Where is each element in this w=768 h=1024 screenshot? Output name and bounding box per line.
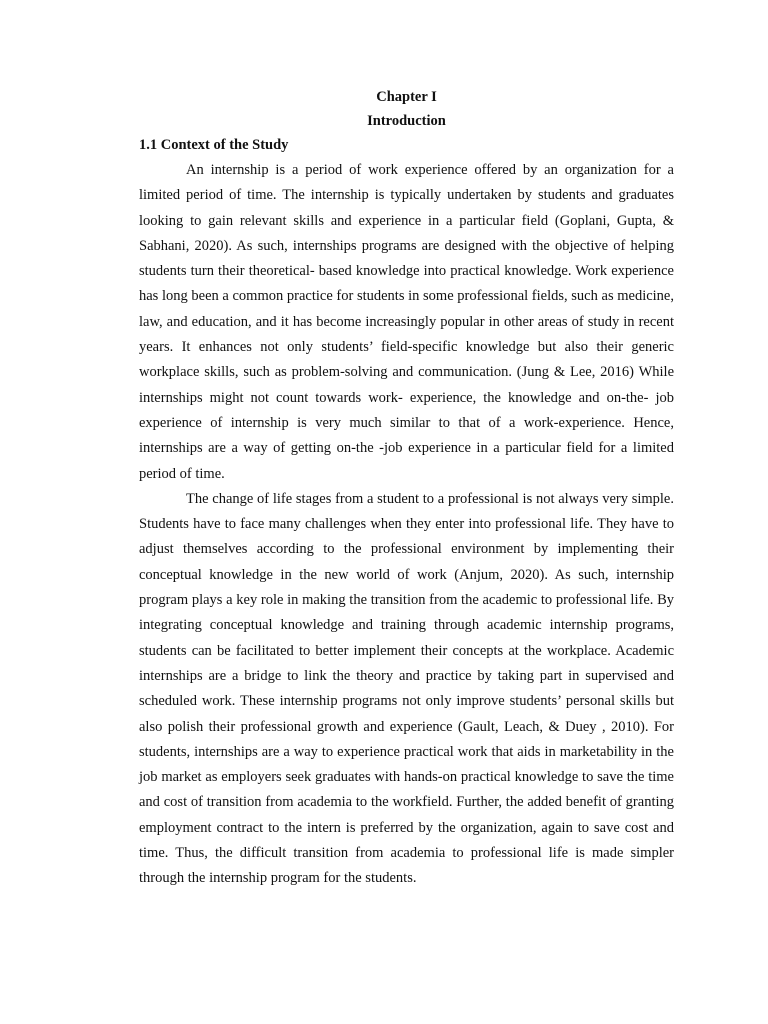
chapter-label: Chapter I <box>376 89 437 105</box>
page-content <box>139 85 674 892</box>
chapter-title: Introduction <box>367 113 446 129</box>
paragraph-2: The change of life stages from a student to a professional is not always very simple. Students have to face many challenges when they enter into professional life. They have to adjust themselves according to the professional environment by implementing their conceptual knowledge in the new world of work (Anjum, 2020). As such, internship program plays a key role in making the transition from the academic to professional life. By integrating conceptual knowledge and training through academic internship programs, students can be facilitated to better implement their concepts at the workplace. Academic internships are a bridge to link the theory and practice by taking part in supervised and scheduled work. These internship programs not only improve students’ personal skills but also polish their professional growth and experience (Gault, Leach, & Duey , 2010). For students, internships are a way to experience practical work that aids in marketability in the job market as employers seek graduates with hands-on practical knowledge to save the time and cost of transition from academia to the workfield. Further, the added benefit of granting employment contract to the intern is preferred by the organization, again to save cost and time. Thus, the difficult transition from academia to professional life is made simpler through the internship program for the students. <box>139 490 674 887</box>
section-heading: 1.1 Context of the Study <box>139 137 289 153</box>
paragraph-1: An internship is a period of work experience offered by an organization for a limited period of time. The internship is typically undertaken by students and graduates looking to gain relevant skills and experience in a particular field (Goplani, Gupta, & Sabhani, 2020). As such, internships programs are designed with the objective of helping students turn their theoretical- based knowledge into practical knowledge. Work experience has long been a common practice for students in some professional fields, such as medicine, law, and education, and it has become increasingly popular in other areas of study in recent years. It enhances not only students’ field-specific knowledge but also their generic workplace skills, such as problem-solving and communication. (Jung & Lee, 2016) While internships might not count towards work- experience, the knowledge and on-the- job experience of internship is very much similar to that of a work-experience. Hence, internships are a way of getting on-the -job experience in a particular field for a limited period of time. <box>139 162 674 482</box>
